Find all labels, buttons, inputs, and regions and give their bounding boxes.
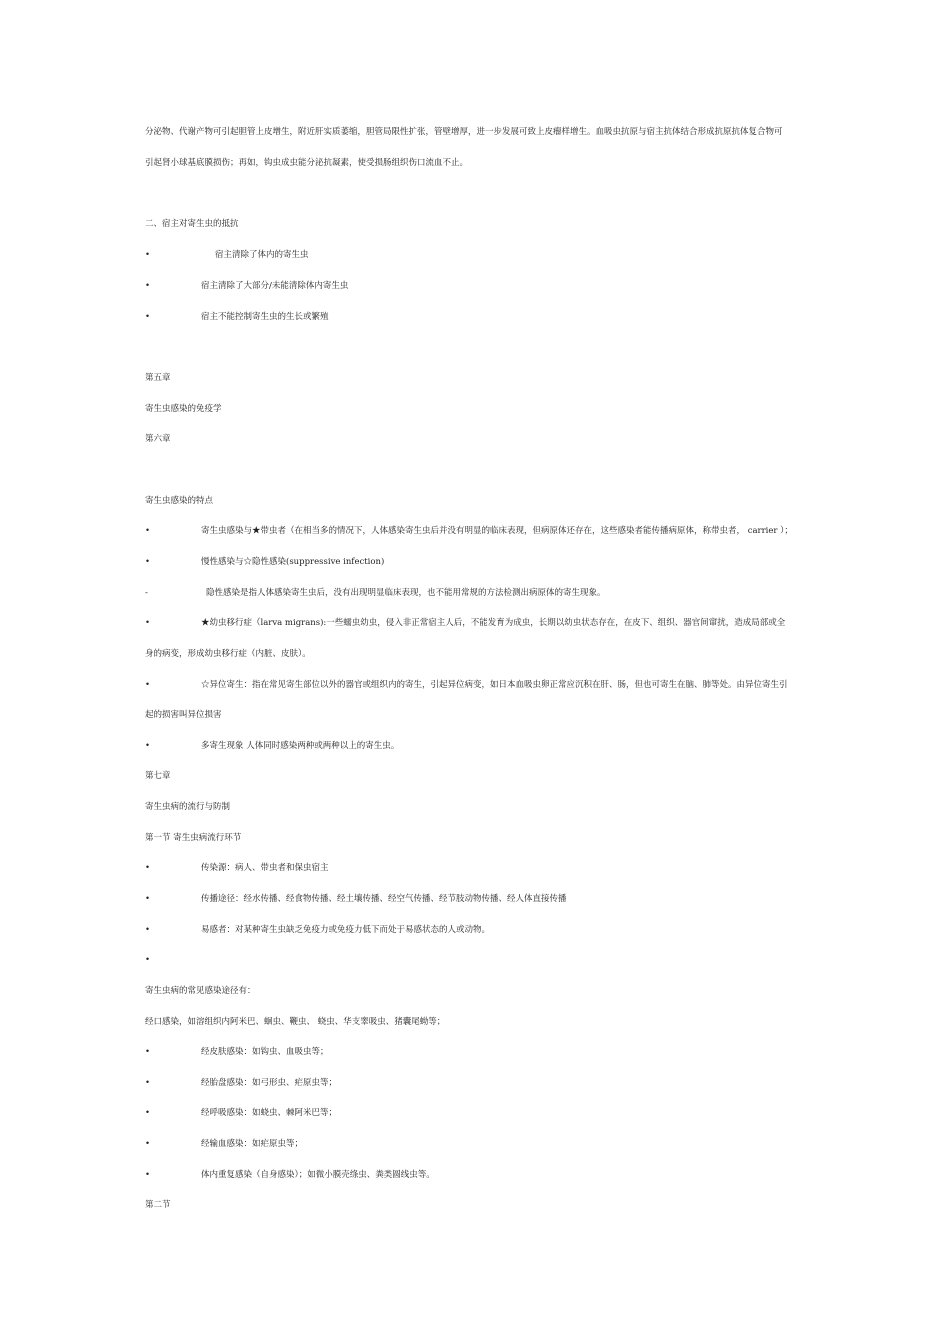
list-item: 体内重复感染（自身感染）；如微小膜壳绦虫、粪类圆线虫等。 bbox=[201, 1170, 435, 1180]
section-heading: 二、宿主对寄生虫的抵抗 bbox=[145, 219, 239, 229]
bullet-marker: • bbox=[145, 1108, 151, 1118]
paragraph-line: 引起肾小球基底膜损伤；再如，钩虫成虫能分泌抗凝素，使受损肠组织伤口流血不止。 bbox=[145, 158, 469, 168]
paragraph-line: 分泌物、代谢产物可引起胆管上皮增生，附近肝实质萎缩，胆管局限性扩张，管壁增厚，进一步发展可致上皮瘤样增生。血吸虫抗原与宿主抗体结合形成抗原抗体复合物可 bbox=[145, 127, 783, 137]
list-item: 多寄生现象 人体同时感染两种或两种以上的寄生虫。 bbox=[201, 741, 400, 751]
bullet-marker: • bbox=[145, 1170, 151, 1180]
bullet-marker: • bbox=[145, 526, 151, 536]
bullet-marker: • bbox=[145, 281, 151, 291]
list-item: 宿主清除了大部分/未能清除体内寄生虫 bbox=[201, 281, 349, 291]
chapter-number: 第五章 bbox=[145, 373, 171, 383]
list-item: 易感者：对某种寄生虫缺乏免疫力或免疫力低下而处于易感状态的人或动物。 bbox=[201, 925, 491, 935]
bullet-marker: • bbox=[145, 312, 151, 322]
section-heading: 寄生虫病的常见感染途径有： bbox=[145, 986, 256, 996]
list-item: 寄生虫感染与★带虫者（在相当多的情况下，人体感染寄生虫后并没有明显的临床表现，但病原体还存在，这些感染者能传播病原体，称带虫者， carrier ）； bbox=[201, 526, 793, 536]
list-item: 经输血感染：如疟原虫等； bbox=[201, 1139, 304, 1149]
chapter-title: 寄生虫病的流行与防制 bbox=[145, 802, 231, 812]
paragraph-line: 经口感染，如溶组织内阿米巴、蛔虫、鞭虫、 蛲虫、华支睾吸虫、猪囊尾蚴等； bbox=[145, 1017, 446, 1027]
list-item: 宿主清除了体内的寄生虫 bbox=[215, 250, 309, 260]
bullet-marker: • bbox=[145, 925, 151, 935]
chapter-number: 第六章 bbox=[145, 434, 171, 444]
bullet-marker: • bbox=[145, 1078, 151, 1088]
bullet-marker: • bbox=[145, 618, 151, 628]
bullet-marker: • bbox=[145, 741, 151, 751]
bullet-marker: • bbox=[145, 1139, 151, 1149]
list-item: 慢性感染与☆隐性感染(suppressive infection) bbox=[201, 557, 385, 567]
paragraph-line: 起的损害叫异位损害 bbox=[145, 710, 222, 720]
paragraph-line: 身的病变，形成幼虫移行症（内脏、皮肤）。 bbox=[145, 649, 311, 659]
list-item: 经呼吸感染：如蛲虫、棘阿米巴等； bbox=[201, 1108, 338, 1118]
chapter-title: 寄生虫感染的免疫学 bbox=[145, 404, 222, 414]
list-item: 经皮肤感染：如钩虫、血吸虫等； bbox=[201, 1047, 329, 1057]
list-item: 传播途径：经水传播、经食物传播、经土壤传播、经空气传播、经节肢动物传播、经人体直接传播 bbox=[201, 894, 567, 904]
bullet-marker: • bbox=[145, 250, 151, 260]
bullet-marker: • bbox=[145, 894, 151, 904]
section-heading: 第一节 寄生虫病流行环节 bbox=[145, 833, 242, 843]
section-heading: 第二节 bbox=[145, 1200, 171, 1210]
chapter-number: 第七章 bbox=[145, 771, 171, 781]
bullet-marker: • bbox=[145, 955, 151, 965]
list-item: 隐性感染是指人体感染寄生虫后，没有出现明显临床表现，也不能用常规的方法检测出病原体的寄生现象。 bbox=[206, 588, 606, 598]
bullet-marker: • bbox=[145, 1047, 151, 1057]
list-item: 宿主不能控制寄生虫的生长或繁殖 bbox=[201, 312, 329, 322]
list-item: ☆异位寄生：指在常见寄生部位以外的器官或组织内的寄生，引起异位病变，如日本血吸虫卵正常应沉积在肝、肠，但也可寄生在脑、肺等处。由异位寄生引 bbox=[201, 680, 788, 690]
bullet-marker: • bbox=[145, 863, 151, 873]
chapter-title: 寄生虫感染的特点 bbox=[145, 496, 214, 506]
list-item: 传染源：病人、带虫者和保虫宿主 bbox=[201, 863, 329, 873]
list-item: ★幼虫移行症（larva migrans):一些蠕虫幼虫，侵入非正常宿主人后，不能发育为成虫，长期以幼虫状态存在，在皮下、组织、器官间窜扰，造成局部或全 bbox=[201, 618, 786, 628]
bullet-marker: • bbox=[145, 557, 151, 567]
bullet-marker: • bbox=[145, 680, 151, 690]
dash-marker: - bbox=[145, 588, 148, 598]
list-item: 经胎盘感染：如弓形虫、疟原虫等； bbox=[201, 1078, 338, 1088]
